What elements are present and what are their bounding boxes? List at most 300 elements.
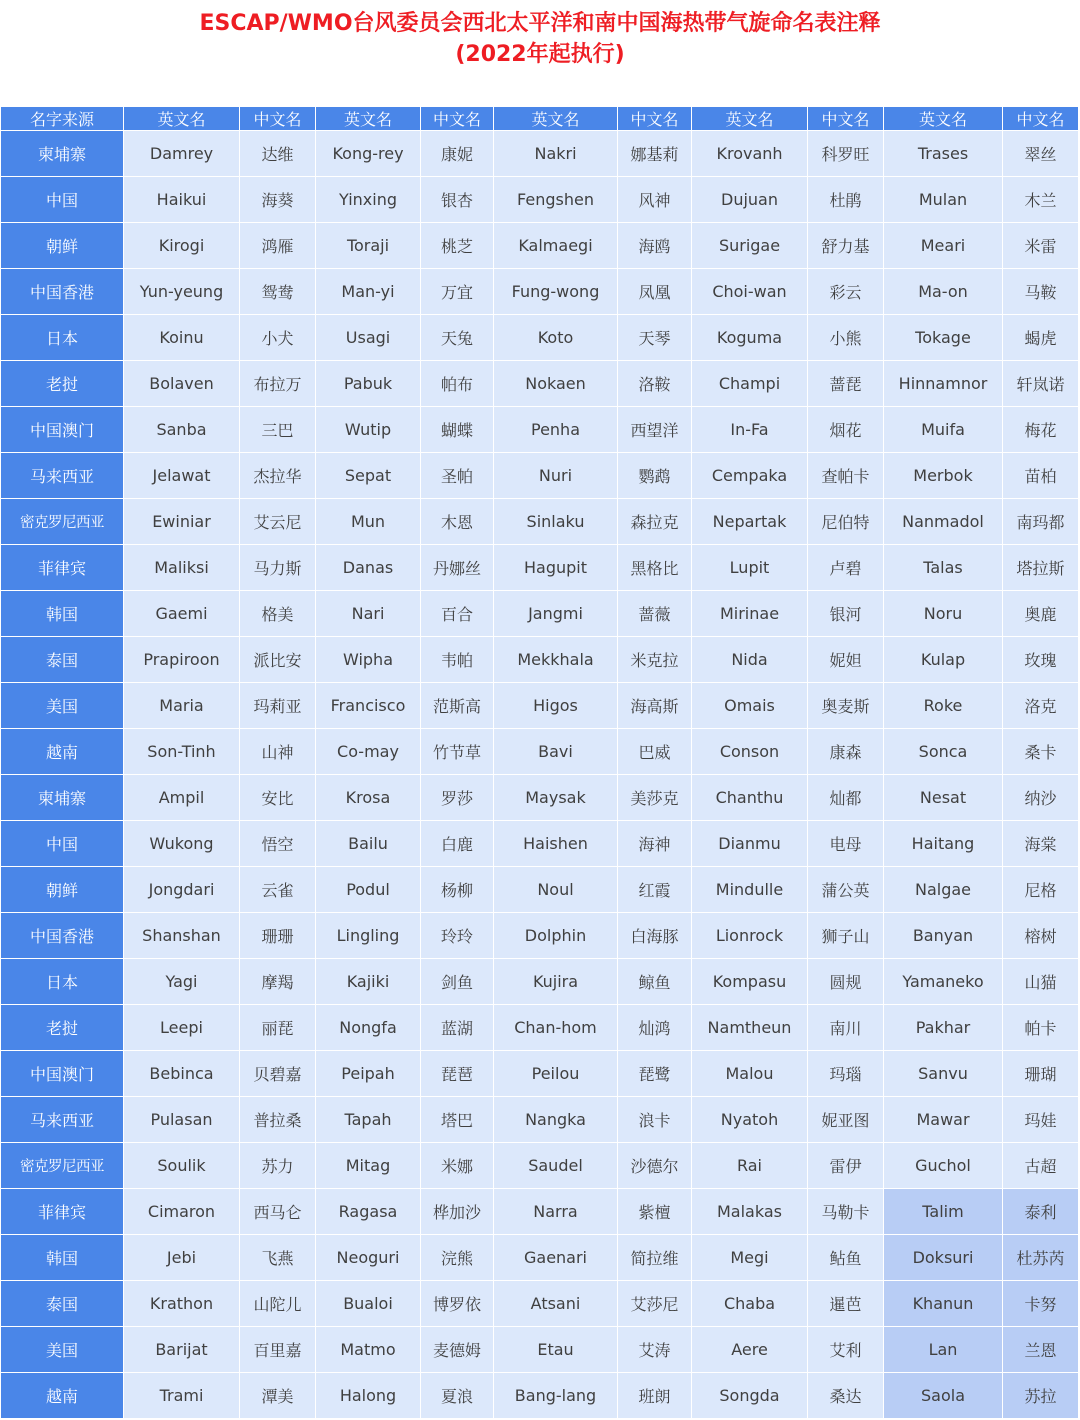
chinese-name: 万宜 [421,269,494,315]
row-source: 老挝 [1,361,124,407]
chinese-name: 卡努 [1003,1281,1079,1327]
chinese-name: 鹦鹉 [618,453,692,499]
english-name: Podul [316,867,421,913]
column-header-chinese: 中文名 [421,107,494,131]
row-source: 越南 [1,1373,124,1419]
english-name: Neoguri [316,1235,421,1281]
english-name: Nari [316,591,421,637]
chinese-name: 兰恩 [1003,1327,1079,1373]
english-name: Soulik [124,1143,240,1189]
table-row [1,1143,1079,1189]
chinese-name: 浣熊 [421,1235,494,1281]
english-name: Higos [494,683,618,729]
english-name: Kong-rey [316,131,421,177]
chinese-name: 南川 [808,1005,884,1051]
chinese-name: 布拉万 [240,361,316,407]
chinese-name: 红霞 [618,867,692,913]
english-name: Noru [884,591,1003,637]
table-row [1,1281,1079,1327]
english-name: Ampil [124,775,240,821]
english-name: Sonca [884,729,1003,775]
chinese-name: 银河 [808,591,884,637]
table-row [1,1373,1079,1419]
english-name: Trases [884,131,1003,177]
english-name: Jelawat [124,453,240,499]
chinese-name: 摩羯 [240,959,316,1005]
column-header-chinese: 中文名 [808,107,884,131]
english-name: Noul [494,867,618,913]
english-name: Haitang [884,821,1003,867]
chinese-name: 桦加沙 [421,1189,494,1235]
chinese-name: 翠丝 [1003,131,1079,177]
english-name: Mulan [884,177,1003,223]
chinese-name: 丹娜丝 [421,545,494,591]
table-row [1,821,1079,867]
chinese-name: 南玛都 [1003,499,1079,545]
english-name: Mun [316,499,421,545]
chinese-name: 森拉克 [618,499,692,545]
chinese-name: 海神 [618,821,692,867]
chinese-name: 蝎虎 [1003,315,1079,361]
english-name: Lionrock [692,913,808,959]
english-name: Champi [692,361,808,407]
english-name: Malou [692,1051,808,1097]
english-name: Nalgae [884,867,1003,913]
row-source: 美国 [1,683,124,729]
english-name: Mekkhala [494,637,618,683]
english-name: Dujuan [692,177,808,223]
table-row [1,453,1079,499]
table-row [1,223,1079,269]
table-row [1,361,1079,407]
english-name: Muifa [884,407,1003,453]
chinese-name: 珊珊 [240,913,316,959]
chinese-name: 木兰 [1003,177,1079,223]
typhoon-names-table [0,106,1079,1419]
chinese-name: 杜苏芮 [1003,1235,1079,1281]
chinese-name: 木恩 [421,499,494,545]
english-name: Pulasan [124,1097,240,1143]
chinese-name: 烟花 [808,407,884,453]
chinese-name: 悟空 [240,821,316,867]
english-name: Chan-hom [494,1005,618,1051]
english-name: Tapah [316,1097,421,1143]
table-row [1,131,1079,177]
row-source: 中国澳门 [1,1051,124,1097]
chinese-name: 蝴蝶 [421,407,494,453]
english-name: Man-yi [316,269,421,315]
english-name: Kirogi [124,223,240,269]
english-name: Koto [494,315,618,361]
english-name: Yamaneko [884,959,1003,1005]
table-row [1,1051,1079,1097]
column-header-source: 名字来源 [1,107,124,131]
chinese-name: 杨柳 [421,867,494,913]
english-name: Usagi [316,315,421,361]
english-name: Roke [884,683,1003,729]
english-name: Hinnamnor [884,361,1003,407]
chinese-name: 鲸鱼 [618,959,692,1005]
chinese-name: 海高斯 [618,683,692,729]
row-source: 马来西亚 [1,453,124,499]
english-name: Tokage [884,315,1003,361]
english-name: Leepi [124,1005,240,1051]
chinese-name: 奥麦斯 [808,683,884,729]
english-name: Doksuri [884,1235,1003,1281]
english-name: Lupit [692,545,808,591]
chinese-name: 洛克 [1003,683,1079,729]
chinese-name: 格美 [240,591,316,637]
chinese-name: 奥鹿 [1003,591,1079,637]
table-row [1,1005,1079,1051]
chinese-name: 苏力 [240,1143,316,1189]
english-name: Lingling [316,913,421,959]
chinese-name: 马鞍 [1003,269,1079,315]
table-header [1,107,1079,131]
chinese-name: 艾利 [808,1327,884,1373]
chinese-name: 安比 [240,775,316,821]
chinese-name: 马力斯 [240,545,316,591]
column-header-english: 英文名 [124,107,240,131]
english-name: Ragasa [316,1189,421,1235]
table-row [1,1235,1079,1281]
table-body [1,131,1079,1419]
english-name: Meari [884,223,1003,269]
english-name: Sinlaku [494,499,618,545]
english-name: Nesat [884,775,1003,821]
chinese-name: 彩云 [808,269,884,315]
english-name: Jangmi [494,591,618,637]
english-name: Nanmadol [884,499,1003,545]
english-name: Songda [692,1373,808,1419]
row-source: 中国香港 [1,913,124,959]
chinese-name: 艾云尼 [240,499,316,545]
english-name: Megi [692,1235,808,1281]
english-name: Nongfa [316,1005,421,1051]
chinese-name: 灿都 [808,775,884,821]
column-header-english: 英文名 [316,107,421,131]
english-name: Nakri [494,131,618,177]
table-row [1,1097,1079,1143]
english-name: Fung-wong [494,269,618,315]
table-row [1,591,1079,637]
chinese-name: 狮子山 [808,913,884,959]
chinese-name: 蓝湖 [421,1005,494,1051]
table-row [1,729,1079,775]
chinese-name: 杰拉华 [240,453,316,499]
english-name: Omais [692,683,808,729]
row-source: 柬埔寨 [1,131,124,177]
chinese-name: 轩岚诺 [1003,361,1079,407]
chinese-name: 杜鹃 [808,177,884,223]
english-name: Son-Tinh [124,729,240,775]
english-name: Choi-wan [692,269,808,315]
column-header-chinese: 中文名 [1003,107,1079,131]
chinese-name: 妮妲 [808,637,884,683]
english-name: Gaenari [494,1235,618,1281]
table-row [1,407,1079,453]
chinese-name: 桑达 [808,1373,884,1419]
chinese-name: 云雀 [240,867,316,913]
chinese-name: 圆规 [808,959,884,1005]
english-name: Kujira [494,959,618,1005]
english-name: Conson [692,729,808,775]
english-name: Shanshan [124,913,240,959]
column-header-english: 英文名 [692,107,808,131]
english-name: Rai [692,1143,808,1189]
chinese-name: 尼伯特 [808,499,884,545]
title-line-1: ESCAP/WMO台风委员会西北太平洋和南中国海热带气旋命名表注释 [199,11,881,36]
chinese-name: 舒力基 [808,223,884,269]
chinese-name: 帕布 [421,361,494,407]
chinese-name: 西马仑 [240,1189,316,1235]
english-name: Peilou [494,1051,618,1097]
english-name: Krosa [316,775,421,821]
english-name: Krathon [124,1281,240,1327]
chinese-name: 玛娃 [1003,1097,1079,1143]
chinese-name: 妮亚图 [808,1097,884,1143]
english-name: Nyatoh [692,1097,808,1143]
english-name: Dolphin [494,913,618,959]
chinese-name: 百合 [421,591,494,637]
english-name: Nangka [494,1097,618,1143]
english-name: Mirinae [692,591,808,637]
chinese-name: 米雷 [1003,223,1079,269]
chinese-name: 蔷薇 [618,591,692,637]
chinese-name: 尼格 [1003,867,1079,913]
english-name: Kajiki [316,959,421,1005]
chinese-name: 白海豚 [618,913,692,959]
row-source: 泰国 [1,637,124,683]
english-name: Wipha [316,637,421,683]
chinese-name: 米娜 [421,1143,494,1189]
chinese-name: 苏拉 [1003,1373,1079,1419]
page-title [0,8,1080,70]
english-name: Dianmu [692,821,808,867]
chinese-name: 艾涛 [618,1327,692,1373]
english-name: Atsani [494,1281,618,1327]
english-name: Yun-yeung [124,269,240,315]
english-name: Hagupit [494,545,618,591]
english-name: Chaba [692,1281,808,1327]
row-source: 柬埔寨 [1,775,124,821]
column-header-english: 英文名 [494,107,618,131]
chinese-name: 西望洋 [618,407,692,453]
chinese-name: 玛莉亚 [240,683,316,729]
chinese-name: 天琴 [618,315,692,361]
header-row [1,107,1079,131]
table-row [1,177,1079,223]
row-source: 中国香港 [1,269,124,315]
chinese-name: 查帕卡 [808,453,884,499]
english-name: Damrey [124,131,240,177]
english-name: Aere [692,1327,808,1373]
english-name: Surigae [692,223,808,269]
english-name: Mitag [316,1143,421,1189]
chinese-name: 贝碧嘉 [240,1051,316,1097]
row-source: 中国澳门 [1,407,124,453]
chinese-name: 珊瑚 [1003,1051,1079,1097]
english-name: Kompasu [692,959,808,1005]
chinese-name: 桃芝 [421,223,494,269]
chinese-name: 韦帕 [421,637,494,683]
english-name: Cimaron [124,1189,240,1235]
english-name: Toraji [316,223,421,269]
row-source: 日本 [1,959,124,1005]
english-name: Bebinca [124,1051,240,1097]
chinese-name: 苗柏 [1003,453,1079,499]
chinese-name: 海葵 [240,177,316,223]
row-source: 老挝 [1,1005,124,1051]
chinese-name: 洛鞍 [618,361,692,407]
chinese-name: 雷伊 [808,1143,884,1189]
english-name: Merbok [884,453,1003,499]
chinese-name: 艾莎尼 [618,1281,692,1327]
english-name: Saola [884,1373,1003,1419]
row-source: 朝鲜 [1,867,124,913]
english-name: Jongdari [124,867,240,913]
chinese-name: 简拉维 [618,1235,692,1281]
english-name: Prapiroon [124,637,240,683]
chinese-name: 鸿雁 [240,223,316,269]
english-name: Maliksi [124,545,240,591]
chinese-name: 帕卡 [1003,1005,1079,1051]
table-row [1,913,1079,959]
table-row [1,683,1079,729]
english-name: Yagi [124,959,240,1005]
english-name: Mindulle [692,867,808,913]
english-name: Bang-lang [494,1373,618,1419]
english-name: Co-may [316,729,421,775]
english-name: Krovanh [692,131,808,177]
chinese-name: 飞燕 [240,1235,316,1281]
english-name: Nuri [494,453,618,499]
english-name: Yinxing [316,177,421,223]
english-name: Kulap [884,637,1003,683]
english-name: Nepartak [692,499,808,545]
english-name: Nokaen [494,361,618,407]
english-name: Namtheun [692,1005,808,1051]
chinese-name: 灿鸿 [618,1005,692,1051]
chinese-name: 黑格比 [618,545,692,591]
chinese-name: 风神 [618,177,692,223]
chinese-name: 山猫 [1003,959,1079,1005]
english-name: Maysak [494,775,618,821]
english-name: Jebi [124,1235,240,1281]
row-source: 中国 [1,177,124,223]
chinese-name: 电母 [808,821,884,867]
column-header-chinese: 中文名 [240,107,316,131]
chinese-name: 山神 [240,729,316,775]
chinese-name: 桑卡 [1003,729,1079,775]
english-name: Kalmaegi [494,223,618,269]
table-row [1,499,1079,545]
english-name: Banyan [884,913,1003,959]
english-name: Danas [316,545,421,591]
english-name: Wutip [316,407,421,453]
column-header-english: 英文名 [884,107,1003,131]
chinese-name: 博罗依 [421,1281,494,1327]
chinese-name: 美莎克 [618,775,692,821]
english-name: Pabuk [316,361,421,407]
english-name: Ewiniar [124,499,240,545]
chinese-name: 圣帕 [421,453,494,499]
row-source: 中国 [1,821,124,867]
english-name: Etau [494,1327,618,1373]
english-name: Bolaven [124,361,240,407]
column-header-chinese: 中文名 [618,107,692,131]
chinese-name: 浪卡 [618,1097,692,1143]
chinese-name: 塔拉斯 [1003,545,1079,591]
chinese-name: 蒲公英 [808,867,884,913]
english-name: Bailu [316,821,421,867]
chinese-name: 暹芭 [808,1281,884,1327]
english-name: Sanba [124,407,240,453]
table-row [1,867,1079,913]
chinese-name: 丽琵 [240,1005,316,1051]
chinese-name: 玲玲 [421,913,494,959]
english-name: Chanthu [692,775,808,821]
english-name: Sanvu [884,1051,1003,1097]
chinese-name: 三巴 [240,407,316,453]
english-name: Cempaka [692,453,808,499]
table-row [1,637,1079,683]
title-line-2: (2022年起执行) [455,42,625,67]
table-row [1,775,1079,821]
chinese-name: 纳沙 [1003,775,1079,821]
table-row [1,269,1079,315]
chinese-name: 天兔 [421,315,494,361]
chinese-name: 塔巴 [421,1097,494,1143]
chinese-name: 山陀儿 [240,1281,316,1327]
chinese-name: 小熊 [808,315,884,361]
english-name: Koguma [692,315,808,361]
chinese-name: 琵鹭 [618,1051,692,1097]
chinese-name: 凤凰 [618,269,692,315]
row-source: 越南 [1,729,124,775]
chinese-name: 班朗 [618,1373,692,1419]
row-source: 日本 [1,315,124,361]
english-name: Pakhar [884,1005,1003,1051]
chinese-name: 玫瑰 [1003,637,1079,683]
chinese-name: 范斯高 [421,683,494,729]
chinese-name: 科罗旺 [808,131,884,177]
row-source: 密克罗尼西亚 [1,1143,124,1189]
chinese-name: 派比安 [240,637,316,683]
chinese-name: 琵琶 [421,1051,494,1097]
chinese-name: 百里嘉 [240,1327,316,1373]
table-row [1,315,1079,361]
row-source: 密克罗尼西亚 [1,499,124,545]
table-row [1,1189,1079,1235]
chinese-name: 潭美 [240,1373,316,1419]
english-name: Haishen [494,821,618,867]
chinese-name: 卢碧 [808,545,884,591]
chinese-name: 米克拉 [618,637,692,683]
english-name: Matmo [316,1327,421,1373]
english-name: Talas [884,545,1003,591]
chinese-name: 海鸥 [618,223,692,269]
english-name: Lan [884,1327,1003,1373]
chinese-name: 银杏 [421,177,494,223]
chinese-name: 鲇鱼 [808,1235,884,1281]
english-name: Francisco [316,683,421,729]
chinese-name: 达维 [240,131,316,177]
chinese-name: 紫檀 [618,1189,692,1235]
chinese-name: 小犬 [240,315,316,361]
english-name: Trami [124,1373,240,1419]
row-source: 泰国 [1,1281,124,1327]
